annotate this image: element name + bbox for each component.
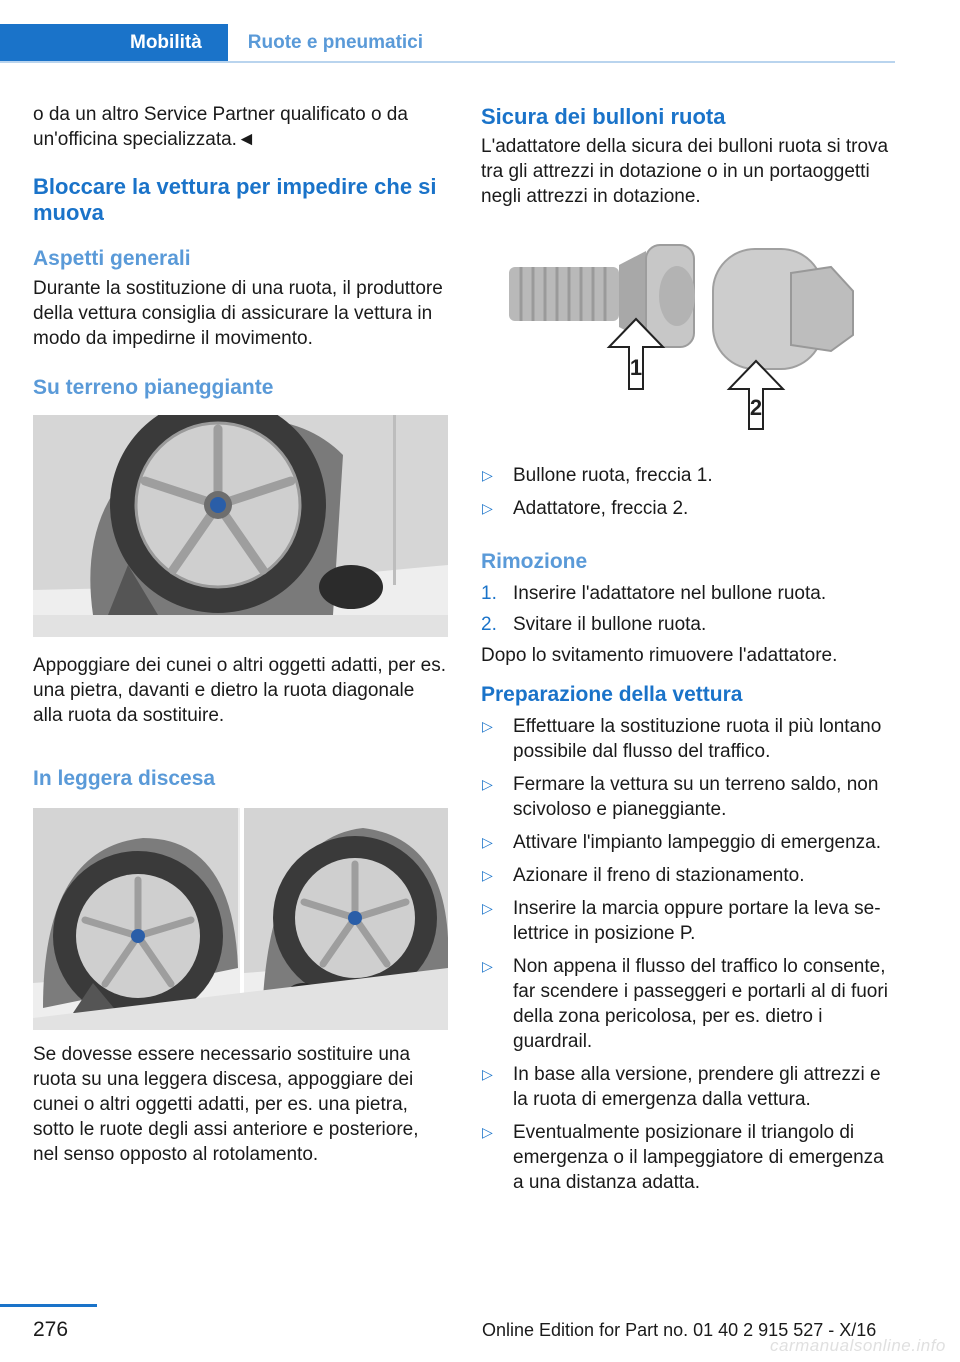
lock-title: Sicura dei bulloni ruota [481, 104, 726, 129]
flat-title: Su terreno pianeggiante [33, 376, 274, 399]
header-divider [0, 61, 895, 63]
list-item: 2. Svitare il bullone ruota. [481, 614, 707, 635]
general-title: Aspetti generali [33, 247, 191, 270]
intro-text: o da un altro Service Partner qualificato o da un'officina specializzata.◄ [33, 104, 408, 150]
lock-parts-list [481, 463, 896, 521]
triangle-bullet-icon: ▷ [482, 900, 493, 916]
header-tabs [0, 24, 443, 62]
section-title: Bloccare la vettura per impedire che si muova [33, 174, 437, 225]
prep-title: Preparazione della vettura [481, 683, 743, 706]
list-item: ▷ Bullone ruota, freccia 1. [482, 465, 713, 486]
triangle-bullet-icon: ▷ [482, 834, 493, 850]
left-column [33, 98, 448, 1167]
list-item: ▷ Effettuare la sostituzione ruota il più lontano possibile dal flusso del traffico. [482, 716, 882, 762]
list-item: ▷ Eventualmente posizionare il triangolo di emergenza o il lampeggiatore di emergenza a una distanza adatta. [482, 1122, 884, 1193]
triangle-bullet-icon: ▷ [482, 776, 493, 792]
list-item: ▷ Inserire la marcia oppure portare la leva selettrice in posizione P. [482, 898, 881, 944]
general-text: Durante la sostituzione di una ruota, il produttore della vettura consiglia di assicurare la vettura in modo da impedirne il movimento. [33, 278, 443, 349]
slope-text: Se dovesse essere necessario sostituire una ruota su una leggera discesa, appoggiare dei cunei o altri oggetti adatti, per es. una pietra, sotto le ruote degli assi anteriore e posteriore, nel senso opposto al rotolamento. [33, 1044, 419, 1165]
prep-list [481, 714, 896, 1195]
list-item: ▷ In base alla versione, prendere gli attrezzi e la ruota di emergenza dalla vettura. [482, 1064, 881, 1110]
lock-text: L'adattatore della sicura dei bulloni ruota si trova tra gli attrezzi in dotazione o in un portaoggetti negli attrezzi in dotazione. [481, 136, 889, 207]
watermark-text: carmanualsonline.info [770, 1336, 946, 1355]
triangle-bullet-icon: ▷ [482, 1124, 493, 1140]
right-column [481, 98, 896, 1203]
removal-after-text: Dopo lo svitamento rimuovere l'adattatore. [481, 645, 838, 666]
triangle-bullet-icon: ▷ [482, 1066, 493, 1082]
adapter-icon [713, 249, 853, 369]
list-item: ▷ Adattatore, freccia 2. [482, 498, 689, 519]
triangle-bullet-icon: ▷ [482, 867, 493, 883]
tab-ruote-e-pneumatici[interactable]: Ruote e pneumatici [247, 32, 424, 53]
triangle-bullet-icon: ▷ [482, 467, 493, 483]
removal-steps [481, 581, 896, 637]
footer-divider [0, 1304, 97, 1307]
tab-mobilita[interactable]: Mobilità [0, 24, 228, 62]
flat-ground-figure [33, 415, 448, 637]
stone-icon [319, 565, 383, 609]
list-item: ▷ Fermare la vettura su un terreno saldo, non scivoloso e pianeggiante. [482, 774, 879, 820]
triangle-bullet-icon: ▷ [482, 718, 493, 734]
list-item: ▷ Attivare l'impianto lampeggio di emergenza. [482, 832, 881, 853]
figure-label-2: 2 [749, 395, 763, 420]
wheel-lock-figure [481, 239, 896, 439]
list-item: ▷ Non appena il flusso del traffico lo consente, far scendere i passeggeri e portarli al di fuori della zona pericolosa, per es. dietro i guardrail. [482, 956, 888, 1052]
slope-title: In leggera discesa [33, 767, 216, 790]
figure-label-1: 1 [629, 355, 643, 380]
slope-figure [33, 808, 448, 1030]
removal-title: Rimozione [481, 550, 588, 573]
edition-text: Online Edition for Part no. 01 40 2 915 527 - X/16 [482, 1320, 877, 1340]
triangle-bullet-icon: ▷ [482, 500, 493, 516]
page-number: 276 [33, 1318, 69, 1341]
triangle-bullet-icon: ▷ [482, 958, 493, 974]
flat-text: Appoggiare dei cunei o altri oggetti adatti, per es. una pietra, davanti e dietro la ruota diagonale alla ruota da sostituire. [33, 655, 446, 726]
list-item: 1. Inserire l'adattatore nel bullone ruota. [481, 583, 827, 604]
list-item: ▷ Azionare il freno di stazionamento. [482, 865, 805, 886]
